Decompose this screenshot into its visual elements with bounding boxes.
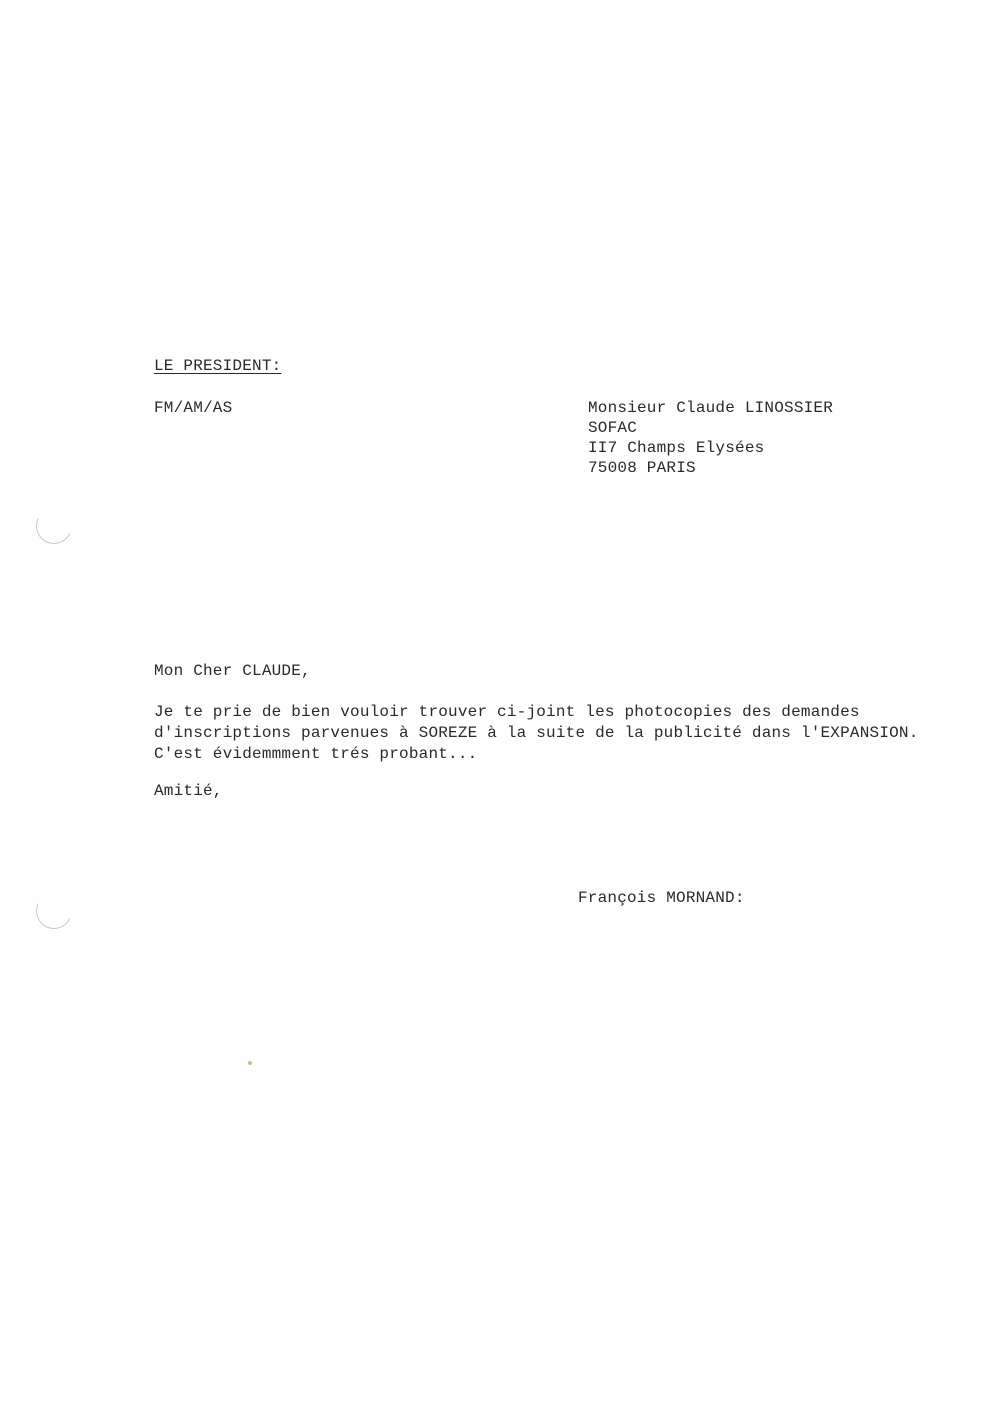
paper-speck (248, 1061, 252, 1065)
sender-heading: LE PRESIDENT: (154, 357, 282, 375)
signature: François MORNAND: (578, 889, 745, 907)
body-line: d'inscriptions parvenues à SOREZE à la suite de la publicité dans l'EXPANSION. (154, 724, 919, 742)
punch-hole-mark (31, 503, 77, 549)
recipient-name: Monsieur Claude LINOSSIER (588, 399, 834, 417)
recipient-company: SOFAC (588, 419, 638, 437)
punch-hole-mark (31, 888, 77, 934)
recipient-address (588, 398, 833, 478)
reference-code: FM/AM/AS (154, 399, 233, 417)
recipient-city: 75008 PARIS (588, 459, 696, 477)
body-line: Je te prie de bien vouloir trouver ci-joint les photocopies des demandes (154, 703, 860, 721)
letter-body (154, 702, 919, 765)
recipient-street: II7 Champs Elysées (588, 439, 765, 457)
closing: Amitié, (154, 782, 223, 800)
salutation: Mon Cher CLAUDE, (154, 662, 311, 680)
body-line: C'est évidemmment trés probant... (154, 745, 478, 763)
